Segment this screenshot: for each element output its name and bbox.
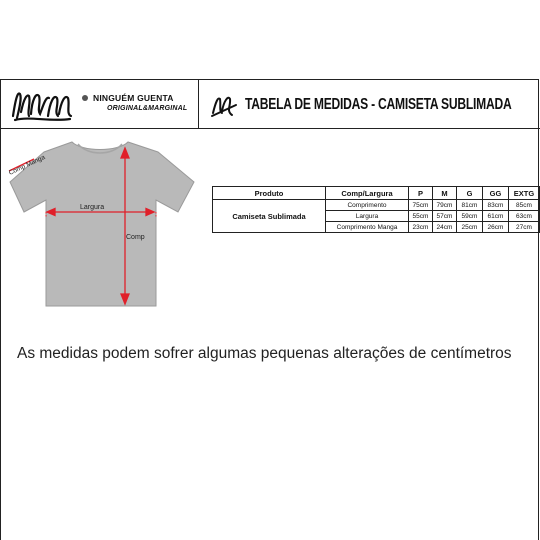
table-row <box>213 200 540 211</box>
header-size-gg: GG <box>483 187 509 200</box>
brand-symbol-icon <box>210 91 238 119</box>
size-table <box>212 186 540 233</box>
table-cell: 81cm <box>457 200 483 211</box>
table-cell: 61cm <box>483 211 509 222</box>
table-cell: 83cm <box>483 200 509 211</box>
table-cell: 79cm <box>433 200 457 211</box>
table-cell: 24cm <box>433 222 457 233</box>
table-cell: 25cm <box>457 222 483 233</box>
table-cell: 55cm <box>409 211 433 222</box>
table-cell: 85cm <box>509 200 540 211</box>
brand-block <box>82 93 196 112</box>
brand-name: NINGUÉM GUENTA <box>93 93 174 103</box>
header-product: Produto <box>213 187 326 200</box>
header-size-m: M <box>433 187 457 200</box>
width-label: Largura <box>80 204 105 211</box>
table-cell: 63cm <box>509 211 540 222</box>
brand-logo <box>10 86 74 124</box>
page-title: TABELA DE MEDIDAS - CAMISETA SUBLIMADA <box>245 96 512 113</box>
header-vertical-divider <box>198 79 199 129</box>
product-name: Camiseta Sublimada <box>213 200 326 233</box>
table-cell: 23cm <box>409 222 433 233</box>
tshirt-shape <box>7 142 194 306</box>
table-cell: 75cm <box>409 200 433 211</box>
tshirt-measure-diagram <box>0 130 205 320</box>
brand-tagline: ORIGINAL&MARGINAL <box>107 105 188 112</box>
row-label: Comprimento <box>326 200 409 211</box>
measurement-note: As medidas podem sofrer algumas pequenas alterações de centímetros <box>17 345 512 362</box>
table-cell: 59cm <box>457 211 483 222</box>
header-size-extg: EXTG <box>509 187 540 200</box>
sleeve-label: Comp Manga <box>7 153 47 177</box>
length-label: Comp <box>126 234 145 241</box>
size-table-header <box>213 187 540 200</box>
header-divider <box>0 128 540 129</box>
header-size-g: G <box>457 187 483 200</box>
header-measure: Comp/Largura <box>326 187 409 200</box>
table-cell: 27cm <box>509 222 540 233</box>
row-label: Comprimento Manga <box>326 222 409 233</box>
header-size-p: P <box>409 187 433 200</box>
table-cell: 57cm <box>433 211 457 222</box>
table-cell: 26cm <box>483 222 509 233</box>
row-label: Largura <box>326 211 409 222</box>
registered-mark-icon <box>82 95 88 101</box>
